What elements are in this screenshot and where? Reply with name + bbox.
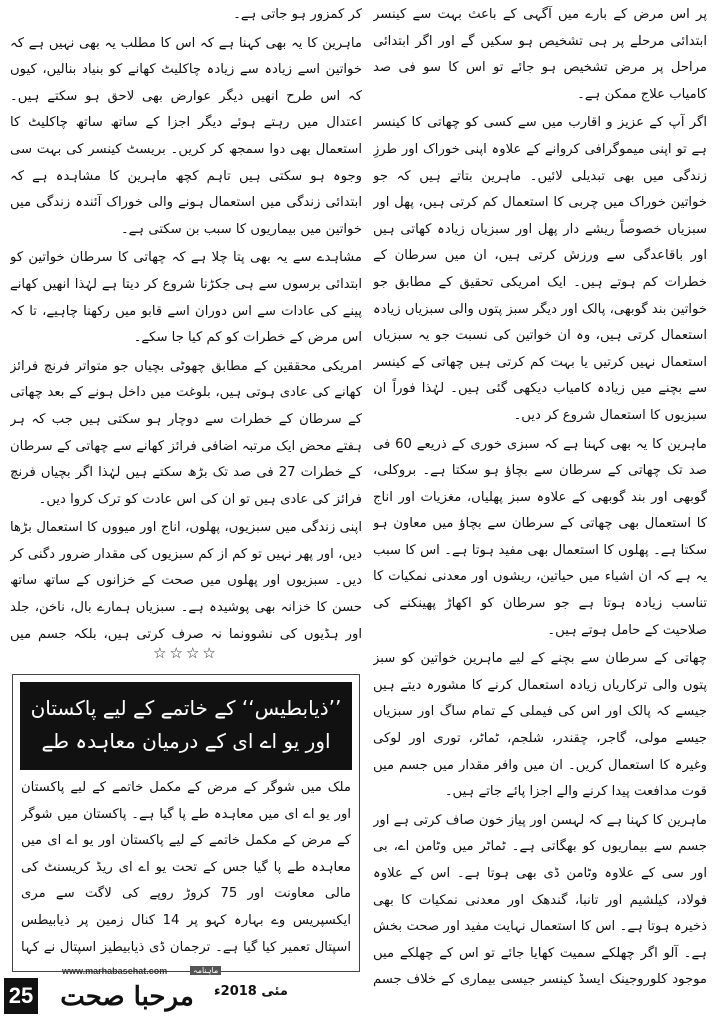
left-article-column xyxy=(10,2,362,642)
article-paragraph: مشاہدے سے یہ بھی پتا چلا ہے کہ چھاتی کا سرطان خواتین کو ابتدائی برسوں سے ہی جکڑنا شروع کر دیتا ہے لہٰذا انھیں کھانے پینے کی عادات سے اس دوران اسے قابو میں رکھنا چاہیے، تا کہ اس مرض کے خطرات کو کم کیا جا سکے۔ xyxy=(10,250,362,346)
news-box-body xyxy=(21,775,351,967)
article-paragraph: امریکی محققین کے مطابق چھوٹی بچیاں جو متواتر فرنچ فرائز کھانے کی عادی ہوتی ہیں، بلوغت میں داخل ہونے کے بعد چھاتی کے سرطان کے خطرات سے دوچار ہو سکتی ہیں جب کہ ہر ہفتے محض ایک مرتبہ اضافی فرائز کھانے سے چھاتی کے سرطان کے خطرات 27 فی صد تک بڑھ سکتے ہیں لہٰذا اگر بچیاں فرنچ فرائز کی عادی ہیں تو ان کی اس عادت کو ترک کروا دیں۔ xyxy=(10,358,362,507)
news-box-title-line: ’’ذیابطیس‘‘ کے خاتمے کے لیے پاکستان xyxy=(30,696,342,720)
news-box xyxy=(12,674,360,972)
article-paragraph: کر کمزور ہو جاتی ہے۔ xyxy=(233,7,362,22)
article-paragraph: ماہرین کا یہ بھی کہنا ہے کہ سبزی خوری کے ذریعے 60 فی صد تک چھاتی کے سرطان سے بچاؤ ہو سکتا ہے۔ بروکلی، گوبھی اور بند گوبھی کے علاوہ سبز پھلیاں، مغزیات اور اناج کا استعمال بھی چھاتی کے سرطان سے بچاؤ میں معاون ہو سکتا ہے۔ پھلوں کا استعمال بھی مفید ہوتا ہے۔ اس کا سبب یہ ہے کہ ان اشیاء میں حیاتین، ریشوں اور معدنی نمکیات کا تناسب زیادہ ہوتا ہے جو سرطان کو اکھاڑ پھینکنے کی صلاحیت کے حامل ہوتے ہیں۔ xyxy=(373,436,707,638)
article-paragraph: ماہرین کا یہ بھی کہنا ہے کہ اس کا مطلب یہ بھی نہیں ہے کہ خواتین اسے زیادہ سے زیادہ چاکلیٹ کھانے کو بنیاد بنالیں، کیوں کہ اس طرح انھیں دیگر عوارض بھی لاحق ہو سکتے ہیں۔ اعتدال میں رہتے ہوئے دیگر اجزا کے ساتھ ساتھ چاکلیٹ کا استعمال بھی دوا سمجھ کر کریں۔ بریسٹ کینسر کی بہت سی وجوہ ہو سکتی ہیں تاہم کچھ ماہرین کا مشاہدہ ہے کہ ابتدائی زندگی میں استعمال ہونے والی خوراک آئندہ زندگی میں خواتین میں بیماریوں کا سبب بن سکتی ہے۔ xyxy=(10,35,362,237)
page-number: 25 xyxy=(4,978,38,1014)
monthly-tag: ماہنامہ xyxy=(190,966,221,975)
article-paragraph: اگر آپ کے عزیز و اقارب میں سے کسی کو چھاتی کا کینسر ہے تو اپنی میموگرافی کروانے کے علاوہ اپنی خوراک اور طرزِ زندگی میں بھی تبدیلی لائیں۔ ماہرین بتاتے ہیں کہ جو خواتین خوراک میں چربی کا استعمال کم کرتی ہیں، پھل اور سبزیاں خصوصاً ریشے دار پھل اور سبزیاں زیادہ کھاتی ہیں اور باقاعدگی سے ورزش کرتی ہیں، ان میں سرطان کے خطرات کم ہوتے ہیں۔ ایک امریکی تحقیق کے مطابق جو خواتین بند گوبھی، پالک اور دیگر سبز پتوں والی سبزیاں زیادہ استعمال کرتی ہیں، وہ ان خواتین کی نسبت جو یہ سبزیاں استعمال نہیں کرتیں یا بہت کم کرتی ہیں چھاتی کے کینسر سے بچنے میں زیادہ کامیاب دیکھی گئی ہیں۔ لہٰذا فوراً ان سبزیوں کا استعمال شروع کر دیں۔ xyxy=(373,115,707,423)
site-url-link[interactable]: www.marhabasehat.com xyxy=(62,966,168,976)
magazine-logo: مرحبا صحت xyxy=(60,982,194,1012)
issue-date: مئی 2018ء xyxy=(214,984,288,999)
page-footer xyxy=(0,966,718,1020)
news-box-title-line: اور یو اے ای کے درمیان معاہدہ طے xyxy=(41,729,331,753)
news-box-title xyxy=(20,682,352,770)
article-paragraph: اپنی زندگی میں سبزیوں، پھلوں، اناج اور میووں کا استعمال بڑھا دیں، اور پھر نہیں تو کم از کم سبزیوں کی مقدار ضرور دگنی کر دیں۔ سبزیوں اور پھلوں میں صحت کے خزانوں کے ساتھ ساتھ حسن کا خزانہ بھی پوشیدہ ہے۔ سبزیاں ہمارے بال، ناخن، جلد اور ہڈیوں کی نشوونما نہ صرف کرتی ہیں، بلکہ جسم میں xyxy=(10,520,362,642)
news-box-text: ملک میں شوگر کے مرض کے مکمل خاتمے کے لیے پاکستان اور یو اے ای میں معاہدہ طے پا گیا ہے۔ پاکستان میں شوگر کے مرض کے مکمل خاتمے کے لیے پاکستان اور یو اے ای میں معاہدہ طے پا گیا جس کے تحت یو اے ای ریڈ کریسنٹ کی مالی معاونت اور 75 کروڑ روپے کی لاگت سے مری ایکسپریس وے بہارہ کہو پر 14 کنال زمین پر ذیابیطس اسپتال تعمیر کیا گیا ہے۔ ترجمان ڈی ذیابیطیز اسپتال نے کہا xyxy=(21,780,351,955)
right-article-column xyxy=(373,2,707,992)
article-paragraph: چھاتی کے سرطان سے بچنے کے لیے ماہرین خواتین کو سبز پتوں والی ترکاریاں زیادہ استعمال کرنے کا مشورہ دیتے ہیں جیسے کہ پالک اور اس کی فیملی کے تمام ساگ اور سبزیاں جیسے مولی، گاجر، چقندر، شلجم، ٹماٹر، توری اور لوکی وغیرہ کا استعمال کریں۔ ان میں وافر مقدار میں جسم میں قوت مدافعت پیدا کرنے والے اجزا پائے جاتے ہیں۔ xyxy=(373,651,707,800)
section-separator-stars: ☆☆☆☆ xyxy=(153,644,219,662)
article-paragraph: پر اس مرض کے بارے میں آگہی کے باعث بہت سے کینسر ابتدائی مرحلے پر ہی تشخیص ہو سکیں گے اور اگر ابتدائی مراحل پر مرض تشخیص ہو جائے تو اس کا سو فی صد کامیاب علاج ممکن ہے۔ xyxy=(373,7,707,102)
article-paragraph: ماہرین کا کہنا ہے کہ لہسن اور پیاز خون صاف کرتی ہے اور جسم سے بیماریوں کو بھگاتی ہے۔ ٹماٹر میں وٹامن اے، بی اور سی کے علاوہ وٹامن ڈی بھی ہوتا ہے۔ اس کے علاوہ فولاد، کیلشیم اور تانبا، گندھک اور معدنی نمکیات کا بھی ذخیرہ ہوتا ہے۔ اس کا استعمال نہایت مفید اور صحت بخش ہے۔ آلو اگر چھلکے سمیت کھایا جائے تو اس کے چھلکے میں موجود کلوروجینک ایسڈ کینسر جیسی بیماری کے خلاف جسم xyxy=(373,812,707,988)
